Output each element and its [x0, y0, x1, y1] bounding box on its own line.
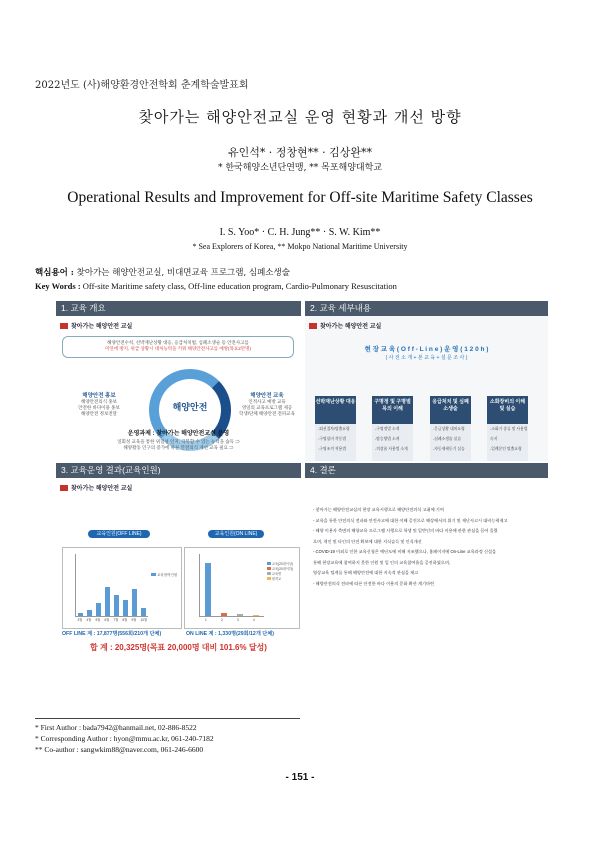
conclusion-line: 영상교육 팁게를 통해 해양안전에 대한 지속적 관심을 제고: [313, 570, 419, 575]
panel-details: [305, 301, 548, 461]
chart-bar: [123, 600, 128, 616]
title-korean: 찾아가는 해양안전교실 운영 현황과 개선 방향: [138, 108, 462, 126]
panel-sub: 찾아가는 해양안전 교실: [60, 483, 132, 492]
right-edu: 해양안전 교육 인적사고 예방 교육 영일의 교육프로그램 제공 학생/단체 해양안전 전파교육: [239, 393, 295, 416]
panel-head: 2. 교육 세부내용: [305, 301, 548, 316]
conclusion-line: 으며, 개인 및 타인의 안전 확보에 대한 지식습득 및 인식개선: [313, 538, 422, 544]
chart-tick-label: 4: [253, 618, 255, 622]
offline-chart: [62, 547, 182, 629]
column-body: -소화기 종류 및 사용법 숙지 -일례문인 탈출요령: [487, 424, 528, 461]
panel-sub: 찾아가는 해양안전 교실: [60, 321, 132, 330]
title-english: Operational Results and Improvement for Off-site Maritime Safety Classes: [67, 189, 533, 206]
panel-results: [56, 463, 301, 689]
column-title: 선박재난상황 대응: [315, 396, 356, 424]
main-heading: 현 장 교 육 ( O f f - L i n e ) 운 영 ( 1 2 0 h ): [364, 346, 489, 353]
chart-bar: [78, 613, 83, 616]
panel-sub: 찾아가는 해양안전 교실: [309, 321, 381, 330]
online-legend: 교육(20대이상) 교육(20대이하) 교육명 원격교: [267, 562, 293, 582]
chart-tick-label: 5월: [95, 618, 101, 622]
chart-tick-label: 7월: [113, 618, 119, 622]
poster: [56, 301, 548, 689]
chart-bar: [253, 615, 259, 616]
chart-tick-label: 1: [205, 618, 207, 622]
chart-bar: [114, 595, 119, 616]
online-chart: [184, 547, 300, 629]
online-total: ON LINE 계 : 1,330명(29회/12개 단체): [186, 631, 275, 637]
footnote: ** Co-author : sangwkim88@naver.com, 061-246-6600: [35, 745, 204, 754]
conclusion-line: - 해양 이용자 측면의 해양교육 프로그램 시행으로 학생 및 일반인의 바다 이용에 관한 관심을 끌어 올렸: [313, 528, 498, 533]
column-title: 소화장비의 이해 및 실습: [487, 396, 528, 424]
conclusion-line: - 찾아가는 해양안전교실의 현장 교육시행으로 해양안전의식 고취에 기여: [313, 507, 444, 512]
chart-bar: [132, 589, 137, 616]
footnote-rule: [35, 718, 300, 719]
pill-offline: 교육인원(OFF LINE): [88, 530, 150, 538]
pill-online: 교육인원(ON LINE): [208, 530, 264, 538]
chart-tick-label: 6월: [104, 618, 110, 622]
chart-bar: [96, 603, 101, 616]
chart-bar: [141, 608, 146, 616]
chart-tick-label: 3: [237, 618, 239, 622]
chart-tick-label: 3월: [77, 618, 83, 622]
conclusion-list: [313, 505, 545, 589]
conclusion-line: - 교육을 통한 안전의식 전파와 안전사고에 대한 이해 증진으로 해상에서의 위기 및 재난사고시 대비능력제고: [313, 517, 508, 523]
affiliation-english: * Sea Explorers of Korea, ** Mokpo National Maritime University: [192, 242, 408, 251]
conclusion-line: - COVID-19 이외로 인한 교육신청은 예년도에 비해 저조했으나, 홈페이지에 On-Line 교육과정 신설을: [313, 549, 497, 554]
page-number: - 151 -: [285, 772, 315, 783]
chart-tick-label: 2: [221, 618, 223, 622]
column-body: -퇴선절차/탈출요령 -구명설비 작동법 -구명조끼 착용법: [315, 424, 356, 461]
column-title: 구명정 및 구명벌 목의 이해: [372, 396, 413, 424]
offline-legend: 교육참여인원: [151, 572, 177, 578]
goal-block: 운영과제 : 찾아가는 해양안전교실 운영 일회성 교육을 통한 위험성 인지, 극복할 수 있는 능력을 습득 ⇒ 해양활동 인구의 증가에 따른 안전의식 개선 교육 필요 ⇒: [117, 431, 240, 450]
authors-korean: 유인석* · 정창현** · 김상완**: [227, 146, 373, 159]
conclusion-line: 통해 현장교육에 참여하지 못한 인원 및 일 인의 교육참여율을 증진하였으며,: [313, 559, 451, 565]
left-promo: 해양안전 홍보 해양안전의식 홍보 안전한 바다이용 홍보 해양안전 정보전달: [78, 393, 120, 416]
column-body: -응급상황 대처요령 -심폐소생술 실습 -자동제세동기 실습: [430, 424, 471, 461]
authors-english: I. S. Yoo* · C. H. Jung** · S. W. Kim**: [219, 227, 381, 238]
keywords-korean: 핵심용어 : 찾아가는 해양안전교실, 비대면교육 프로그램, 심폐소생술: [35, 268, 290, 278]
column-title: 응급처치 및 심폐소생술: [430, 396, 471, 424]
chart-tick-label: 8월: [122, 618, 128, 622]
affiliation-korean: * 한국해양소년단연맹, ** 목포해양대학교: [217, 163, 383, 173]
main-subheading: ( 사 전 소 개 + 본 교 육 + 설 문 조 사 ): [385, 355, 468, 361]
chart-bar: [237, 614, 243, 616]
column-body: -구명정벌 소개 -탑승방법 소개 -의장품 사용법 소개: [372, 424, 413, 461]
chart-tick-label: 4월: [86, 618, 92, 622]
panel-overview: [56, 301, 301, 461]
panel-head: 4. 결론: [305, 463, 548, 478]
intro-box: 해양안전수칙, 선박재난상황 대응, 응급처치법, 심폐소생술 등 안전사고를 미연에 방지, 위급 상황시 대처능력을 키워 해양안전사고를 예방(목표2만명): [62, 336, 294, 358]
chart-bar: [105, 587, 110, 616]
chart-bar: [87, 610, 92, 616]
chart-bar: [205, 563, 211, 616]
chart-bar: [221, 613, 227, 616]
chart-tick-label: 10월: [140, 618, 148, 622]
grand-total: 합 계 : 20,325명(목표 20,000명 대비 101.6% 달성): [90, 643, 267, 652]
conference-header: 2022년도 (사)해양환경안전학회 춘계학술발표회: [35, 80, 249, 91]
footnote: * Corresponding Author : hyon@mmu.ac.kr, 061-240-7182: [35, 734, 214, 743]
offline-total: OFF LINE 계 : 17,877명(556회/210개 단체): [62, 631, 162, 637]
footnote: * First Author : bada7942@hanmail.net, 02-886-8522: [35, 723, 197, 732]
panel-conclusion: [305, 463, 548, 689]
panel-head: 3. 교육운영 결과(교육인원): [56, 463, 301, 478]
keywords-english: Key Words : Off-site Maritime safety class, Off-line education program, Cardio-Pulmonary Resuscitation: [35, 281, 397, 291]
cycle-center-label: 해양안전: [172, 402, 208, 412]
panel-head: 1. 교육 개요: [56, 301, 301, 316]
chart-tick-label: 9월: [131, 618, 137, 622]
conclusion-line: - 해양안전의식 전파에 따른 안전한 바다 이용의 문화 확산 계기마련: [313, 580, 435, 586]
